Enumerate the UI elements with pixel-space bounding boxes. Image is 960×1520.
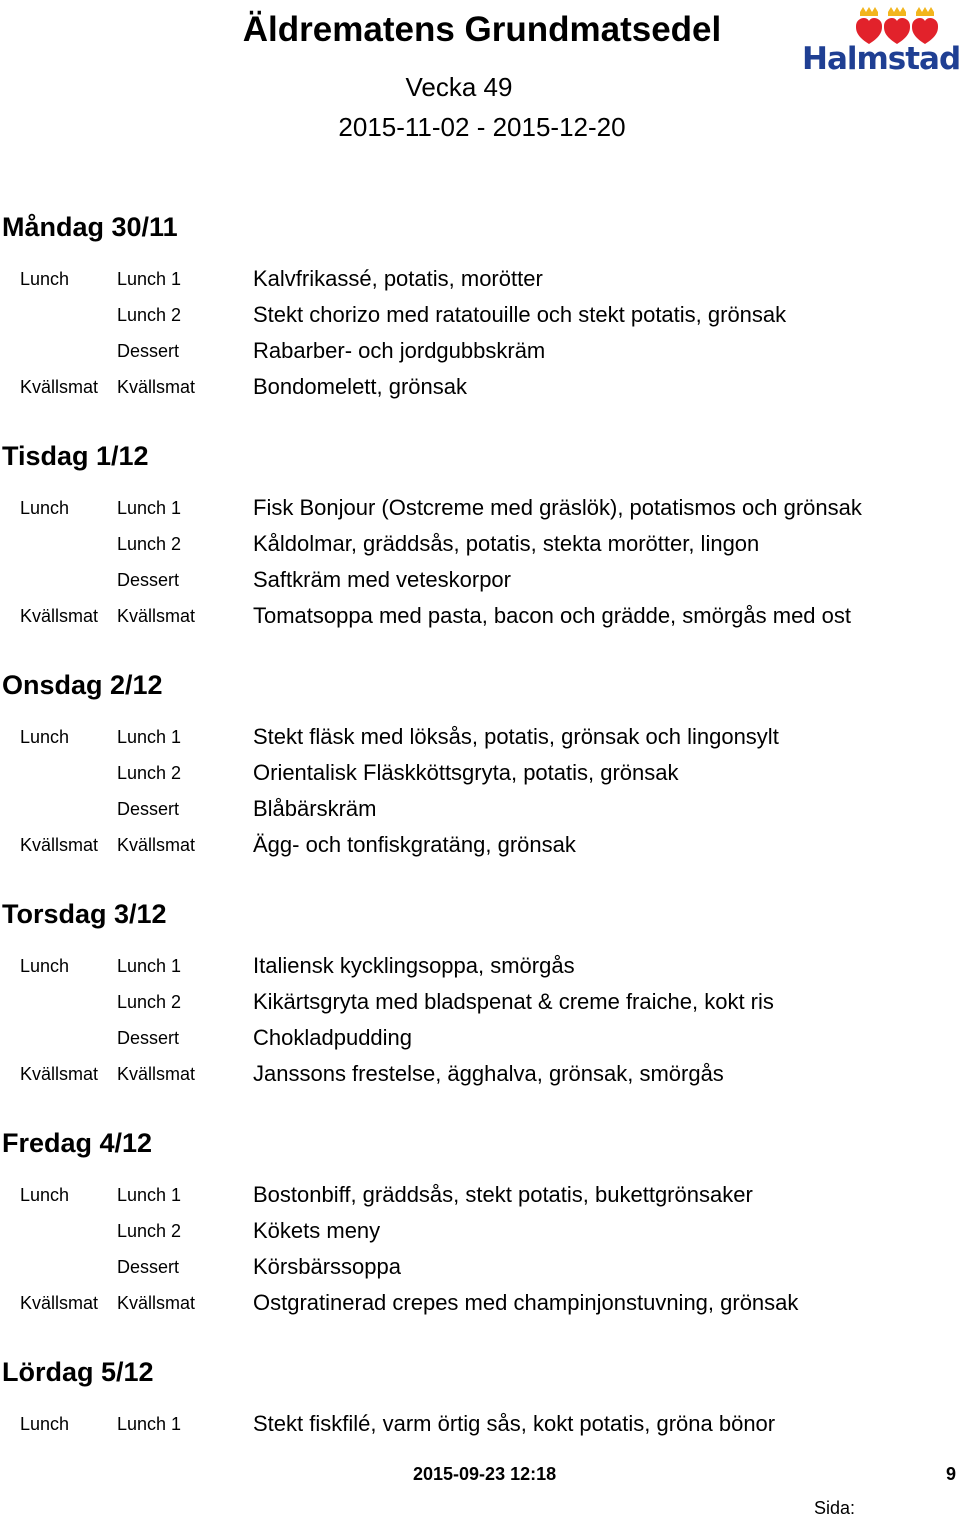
menu-row bbox=[0, 1250, 960, 1286]
logo-wordmark: Halmstad bbox=[802, 41, 960, 77]
meal-category: Kvällsmat bbox=[20, 606, 99, 626]
meal-option: Kvällsmat bbox=[117, 1293, 196, 1313]
meal-option: Dessert bbox=[117, 570, 180, 590]
menu-row bbox=[0, 949, 960, 985]
day-title: Lördag 5/12 bbox=[2, 1357, 154, 1387]
menu-row bbox=[0, 756, 960, 792]
meal-option: Kvällsmat bbox=[117, 606, 196, 626]
day-title: Fredag 4/12 bbox=[2, 1128, 153, 1158]
meal-option: Lunch 2 bbox=[117, 992, 182, 1012]
meal-option: Lunch 2 bbox=[117, 763, 182, 783]
date-range: 2015-11-02 - 2015-12-20 bbox=[338, 112, 626, 142]
menu-row bbox=[0, 370, 960, 406]
dish-description: Kökets meny bbox=[253, 1218, 381, 1243]
meal-option: Lunch 2 bbox=[117, 534, 182, 554]
meal-option: Dessert bbox=[117, 1028, 180, 1048]
page-title: Äldrematens Grundmatsedel bbox=[242, 10, 722, 49]
menu-row bbox=[0, 1021, 960, 1057]
menu-row bbox=[0, 262, 960, 298]
meal-category: Lunch bbox=[20, 498, 70, 518]
dish-description: Kikärtsgryta med bladspenat & creme fraiche, kokt ris bbox=[253, 989, 774, 1014]
meal-option: Lunch 1 bbox=[117, 1414, 182, 1434]
menu-row bbox=[0, 985, 960, 1021]
dish-description: Kåldolmar, gräddsås, potatis, stekta morötter, lingon bbox=[253, 531, 760, 556]
meal-option: Lunch 1 bbox=[117, 727, 182, 747]
meal-option: Dessert bbox=[117, 1257, 180, 1277]
page-label: Sida: bbox=[814, 1498, 856, 1518]
menu-row bbox=[0, 720, 960, 756]
day-title: Tisdag 1/12 bbox=[2, 441, 149, 471]
day-title: Onsdag 2/12 bbox=[2, 670, 163, 700]
week-label: Vecka 49 bbox=[405, 72, 513, 102]
dish-description: Janssons frestelse, ägghalva, grönsak, smörgås bbox=[253, 1061, 724, 1086]
menu-row bbox=[0, 491, 960, 527]
dish-description: Saftkräm med veteskorpor bbox=[253, 567, 511, 592]
meal-option: Lunch 1 bbox=[117, 269, 182, 289]
menu-row bbox=[0, 599, 960, 635]
day-title: Måndag 30/11 bbox=[2, 212, 178, 242]
meal-option: Lunch 1 bbox=[117, 1185, 182, 1205]
meal-option: Kvällsmat bbox=[117, 1064, 196, 1084]
dish-description: Stekt fiskfilé, varm örtig sås, kokt potatis, gröna bönor bbox=[253, 1411, 776, 1436]
meal-category: Kvällsmat bbox=[20, 377, 99, 397]
menu-row bbox=[0, 334, 960, 370]
meal-category: Lunch bbox=[20, 956, 70, 976]
day-title: Torsdag 3/12 bbox=[2, 899, 167, 929]
dish-description: Chokladpudding bbox=[253, 1025, 413, 1050]
meal-option: Lunch 1 bbox=[117, 498, 182, 518]
meal-option: Lunch 2 bbox=[117, 305, 182, 325]
menu-row bbox=[0, 792, 960, 828]
meal-option: Lunch 1 bbox=[117, 956, 182, 976]
menu-row bbox=[0, 563, 960, 599]
dish-description: Kalvfrikassé, potatis, morötter bbox=[253, 266, 543, 291]
menu-row bbox=[0, 1057, 960, 1093]
dish-description: Tomatsoppa med pasta, bacon och grädde, smörgås med ost bbox=[253, 603, 852, 628]
meal-option: Lunch 2 bbox=[117, 1221, 182, 1241]
menu-row bbox=[0, 1286, 960, 1322]
meal-category: Kvällsmat bbox=[20, 1064, 99, 1084]
dish-description: Rabarber- och jordgubbskräm bbox=[253, 338, 546, 363]
meal-category: Lunch bbox=[20, 1414, 70, 1434]
meal-category: Kvällsmat bbox=[20, 1293, 99, 1313]
print-timestamp: 2015-09-23 12:18 bbox=[413, 1464, 557, 1484]
dish-description: Italiensk kycklingsoppa, smörgås bbox=[253, 953, 575, 978]
meal-option: Kvällsmat bbox=[117, 835, 196, 855]
menu-row bbox=[0, 1214, 960, 1250]
menu-row bbox=[0, 1178, 960, 1214]
meal-option: Dessert bbox=[117, 799, 180, 819]
meal-option: Dessert bbox=[117, 341, 180, 361]
dish-description: Stekt chorizo med ratatouille och stekt potatis, grönsak bbox=[253, 302, 787, 327]
meal-category: Kvällsmat bbox=[20, 835, 99, 855]
menu-row bbox=[0, 828, 960, 864]
meal-category: Lunch bbox=[20, 727, 70, 747]
menu-row bbox=[0, 298, 960, 334]
meal-category: Lunch bbox=[20, 1185, 70, 1205]
meal-option: Kvällsmat bbox=[117, 377, 196, 397]
dish-description: Orientalisk Fläskköttsgryta, potatis, grönsak bbox=[253, 760, 679, 785]
menu-row bbox=[0, 1407, 960, 1443]
dish-description: Bondomelett, grönsak bbox=[253, 374, 468, 399]
dish-description: Körsbärssoppa bbox=[253, 1254, 401, 1279]
meal-category: Lunch bbox=[20, 269, 70, 289]
dish-description: Fisk Bonjour (Ostcreme med gräslök), potatismos och grönsak bbox=[253, 495, 862, 520]
dish-description: Bostonbiff, gräddsås, stekt potatis, bukettgrönsaker bbox=[253, 1182, 753, 1207]
menu-row bbox=[0, 527, 960, 563]
dish-description: Ostgratinerad crepes med champinjonstuvning, grönsak bbox=[253, 1290, 799, 1315]
dish-description: Blåbärskräm bbox=[253, 796, 377, 821]
dish-description: Ägg- och tonfiskgratäng, grönsak bbox=[253, 832, 576, 857]
dish-description: Stekt fläsk med löksås, potatis, grönsak och lingonsylt bbox=[253, 724, 779, 749]
page-number: 9 bbox=[945, 1464, 956, 1484]
